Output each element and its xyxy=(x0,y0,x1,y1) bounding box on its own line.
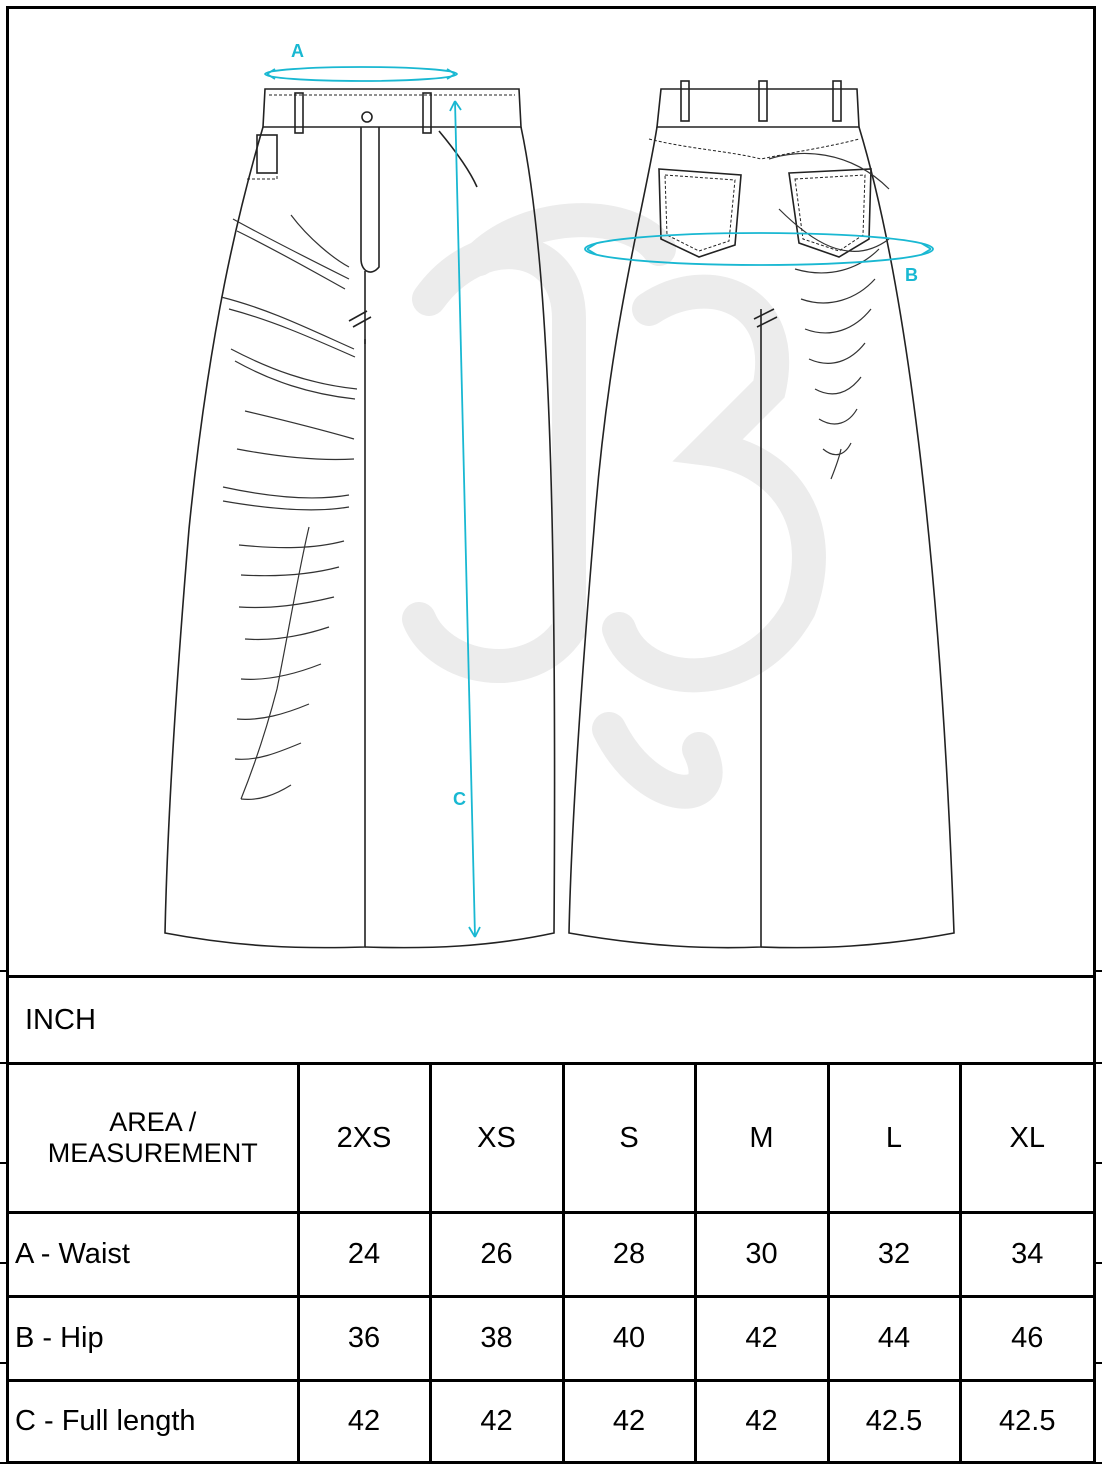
unit-label: INCH xyxy=(25,1004,96,1036)
table-cell: 44 xyxy=(828,1297,960,1381)
header-size: 2XS xyxy=(298,1065,430,1213)
garment-illustration xyxy=(9,9,1093,978)
header-area-line1: AREA / xyxy=(109,1107,197,1138)
table-cell: 40 xyxy=(563,1297,695,1381)
length-measurement xyxy=(450,101,480,937)
table-cell: 34 xyxy=(960,1213,1093,1297)
front-jeans-drawing xyxy=(165,89,555,948)
size-chart-frame xyxy=(6,6,1096,1464)
header-size: L xyxy=(828,1065,960,1213)
row-label: A - Waist xyxy=(9,1213,298,1297)
table-cell: 36 xyxy=(298,1297,430,1381)
jeans-diagram xyxy=(9,9,1093,975)
table-cell: 30 xyxy=(695,1213,828,1297)
label-c: C xyxy=(453,789,466,809)
header-size: XL xyxy=(960,1065,1093,1213)
header-size: S xyxy=(563,1065,695,1213)
table-cell: 26 xyxy=(430,1213,563,1297)
waist-measurement xyxy=(265,67,457,81)
table-cell: 42 xyxy=(430,1381,563,1461)
table-cell: 32 xyxy=(828,1213,960,1297)
table-cell: 24 xyxy=(298,1213,430,1297)
table-row xyxy=(9,1213,1093,1297)
header-area-line2: MEASUREMENT xyxy=(47,1138,258,1169)
header-area-measurement xyxy=(9,1065,298,1213)
table-cell: 42 xyxy=(563,1381,695,1461)
table-cell: 38 xyxy=(430,1297,563,1381)
table-cell: 42 xyxy=(695,1381,828,1461)
row-label: C - Full length xyxy=(9,1381,298,1461)
table-cell: 42.5 xyxy=(828,1381,960,1461)
table-header-row xyxy=(9,1065,1093,1213)
label-b: B xyxy=(905,265,918,285)
table-row xyxy=(9,1297,1093,1381)
table-row xyxy=(9,1381,1093,1461)
header-size: XS xyxy=(430,1065,563,1213)
table-cell: 28 xyxy=(563,1213,695,1297)
size-table xyxy=(9,1065,1093,1461)
table-cell: 46 xyxy=(960,1297,1093,1381)
header-size: M xyxy=(695,1065,828,1213)
table-cell: 42.5 xyxy=(960,1381,1093,1461)
table-cell: 42 xyxy=(695,1297,828,1381)
row-label: B - Hip xyxy=(9,1297,298,1381)
watermark-logo xyxy=(419,220,809,792)
table-cell: 42 xyxy=(298,1381,430,1461)
unit-row xyxy=(9,978,1093,1065)
label-a: A xyxy=(291,41,304,61)
